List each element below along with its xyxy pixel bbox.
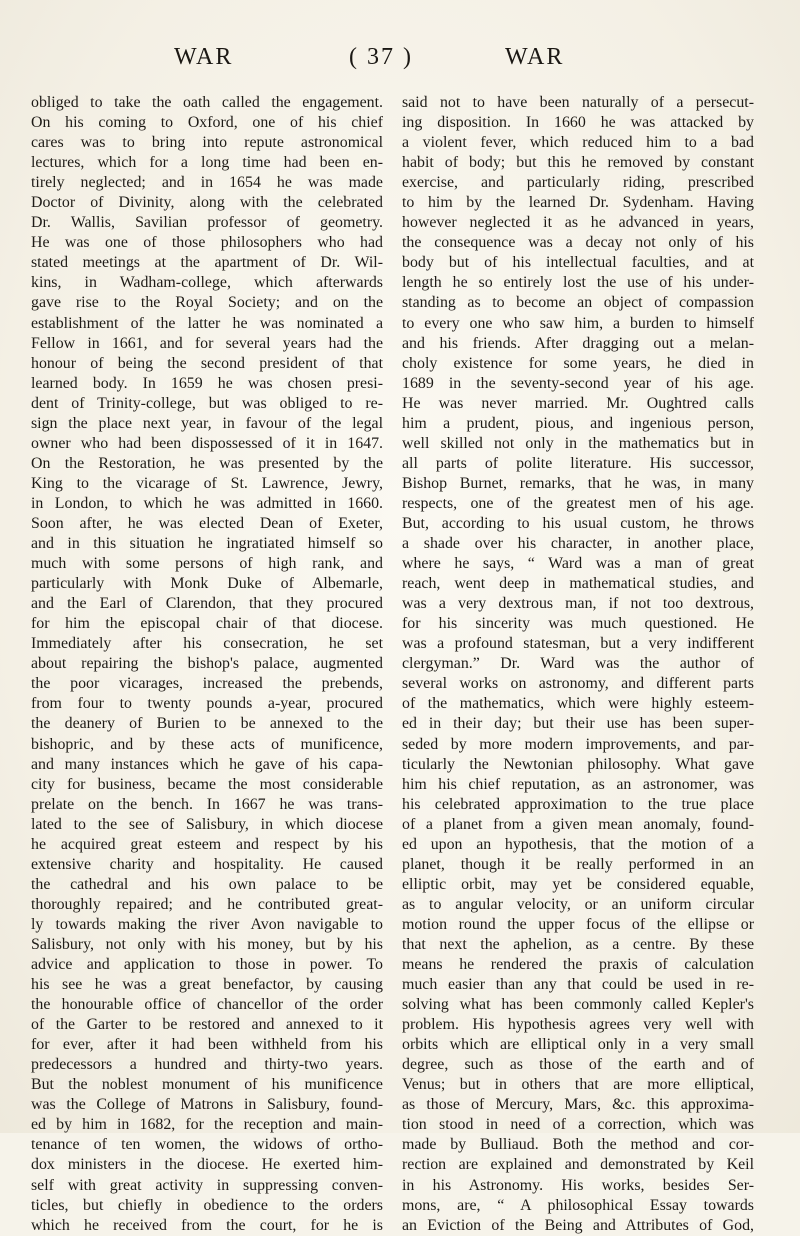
right-column-line: Venus; but in others that are more elliptical, — [402, 1076, 754, 1094]
right-column-line: for his sincerity was much questioned. He — [402, 615, 754, 633]
left-column-line: from four to twenty pounds a-year, procured — [31, 695, 383, 713]
right-column-line: standing as to become an object of compassion — [402, 294, 754, 312]
right-column-line: degree, such as those of the earth and of — [402, 1056, 754, 1074]
right-column-line: solving what has been commonly called Kepler's — [402, 996, 754, 1014]
right-column-line: tion stood in need of a correction, which was — [402, 1116, 754, 1134]
right-column-line: a shade over his character, in another place, — [402, 535, 754, 553]
left-column-line: extensive charity and hospitality. He caused — [31, 855, 383, 873]
right-column-line: clergyman.” Dr. Ward was the author of — [402, 655, 754, 673]
right-column-line: ed upon an hypothesis, that the motion of a — [402, 835, 754, 853]
left-text-column — [31, 93, 383, 1236]
right-column-line: ing disposition. In 1660 he was attacked by — [402, 114, 754, 132]
right-column-line: was a very dextrous man, if not too dextrous, — [402, 595, 754, 613]
running-header — [0, 44, 800, 84]
left-column-line: and many instances which he gave of his capa- — [31, 755, 383, 773]
right-column-line: habit of body; but this he removed by constant — [402, 154, 754, 172]
left-column-line: obliged to take the oath called the engagement. — [31, 94, 383, 111]
right-column-line: as those of Mercury, Mars, &c. this approxima- — [402, 1096, 754, 1114]
right-column-line: motion round the upper focus of the ellipse or — [402, 915, 754, 933]
left-column-line: ed by him in 1682, for the reception and main- — [31, 1116, 383, 1134]
left-column-line: advice and application to those in power. To — [31, 956, 383, 974]
right-column-line: where he says, “ Ward was a man of great — [402, 555, 754, 573]
left-column-line: was the College of Matrons in Salisbury, found- — [31, 1096, 383, 1114]
right-column-line: much easier than any that could be used in re- — [402, 976, 754, 994]
left-column-line: Immediately after his consecration, he set — [31, 635, 383, 653]
right-column-line: the consequence was a decay not only of his — [402, 234, 754, 252]
left-column-line: On his coming to Oxford, one of his chief — [31, 114, 383, 132]
header-right-word: WAR — [505, 44, 565, 70]
left-column-line: for ever, after it had been withheld from his — [31, 1036, 383, 1054]
left-column-line: owner who had been dispossessed of it in 1647. — [31, 434, 383, 452]
left-column-line: honour of being the second president of that — [31, 354, 383, 372]
left-column-line: On the Restoration, he was presented by the — [31, 454, 383, 472]
left-column-line: establishment of the latter he was nominated a — [31, 314, 383, 332]
right-column-line: planet, though it be really performed in an — [402, 855, 754, 873]
right-column-line: But, according to his usual custom, he throws — [402, 514, 754, 532]
left-column-line: thoroughly repaired; and he contributed great- — [31, 895, 383, 913]
right-column-line: body but of his intellectual faculties, and at — [402, 254, 754, 272]
left-column-line: the cathedral and his own palace to be — [31, 875, 383, 893]
left-column-line: sign the place next year, in favour of the legal — [31, 414, 383, 432]
right-column-line: Bishop Burnet, remarks, that he was, in many — [402, 474, 754, 492]
right-column-line: elliptic orbit, may yet be considered equable, — [402, 875, 754, 893]
right-column-line: rection are explained and demonstrated by Keil — [402, 1156, 754, 1174]
right-column-line: in his Astronomy. His works, besides Ser- — [402, 1176, 754, 1194]
left-column-line: his see he was a great benefactor, by causing — [31, 976, 383, 994]
left-column-line: cares was to bring into repute astronomical — [31, 134, 383, 152]
left-column-line: kins, in Wadham-college, which afterwards — [31, 274, 383, 292]
right-column-line: that next the aphelion, as a centre. By these — [402, 935, 754, 953]
left-column-line: Fellow in 1661, and for several years had the — [31, 334, 383, 352]
left-column-line: lated to the see of Salisbury, in which diocese — [31, 815, 383, 833]
left-column-line: city for business, became the most considerable — [31, 775, 383, 793]
right-column-line: however neglected it as he advanced in years, — [402, 214, 754, 232]
right-column-line: length he so entirely lost the use of his under- — [402, 274, 754, 292]
left-column-line: bishopric, and by these acts of munificence, — [31, 735, 383, 753]
right-column-line: orbits which are elliptical only in a very small — [402, 1036, 754, 1054]
left-column-line: predecessors a hundred and thirty-two years. — [31, 1056, 383, 1074]
left-column-line: gave rise to the Royal Society; and on the — [31, 294, 383, 312]
left-column-line: the honourable office of chancellor of the order — [31, 996, 383, 1014]
left-column-line: self with great activity in suppressing conven- — [31, 1176, 383, 1194]
left-column-line: learned body. In 1659 he was chosen presi- — [31, 374, 383, 392]
right-column-line: well skilled not only in the mathematics but in — [402, 434, 754, 452]
right-column-line: all parts of polite literature. His successor, — [402, 454, 754, 472]
left-column-line: Doctor of Divinity, along with the celebrated — [31, 194, 383, 212]
right-column-line: a violent fever, which reduced him to a bad — [402, 134, 754, 152]
left-column-line: ly towards making the river Avon navigable to — [31, 915, 383, 933]
right-column-line: an Eviction of the Being and Attributes of God, — [402, 1216, 754, 1234]
right-column-line: him a prudent, pious, and ingenious person, — [402, 414, 754, 432]
left-column-line: for him the episcopal chair of that diocese. — [31, 615, 383, 633]
right-column-line: ed in their day; but their use has been super- — [402, 715, 754, 733]
right-column-line: made by Bulliaud. Both the method and cor- — [402, 1136, 754, 1154]
right-column-line: seded by more modern improvements, and par- — [402, 735, 754, 753]
left-column-line: about repairing the bishop's palace, augmented — [31, 655, 383, 673]
left-column-line: lectures, which for a long time had been en- — [31, 154, 383, 172]
right-column-line: He was never married. Mr. Oughtred calls — [402, 394, 754, 412]
left-column-line: ticles, but chiefly in obedience to the orders — [31, 1196, 383, 1214]
page-number: ( 37 ) — [349, 44, 413, 70]
left-column-line: stated meetings at the apartment of Dr. Wil- — [31, 254, 383, 272]
right-column-line: of a planet from a given mean anomaly, found- — [402, 815, 754, 833]
header-left-word: WAR — [174, 44, 234, 70]
left-column-line: he acquired great esteem and respect by his — [31, 835, 383, 853]
left-column-line: in London, to which he was admitted in 1660. — [31, 494, 383, 512]
right-column-line: to him by the learned Dr. Sydenham. Having — [402, 194, 754, 212]
right-column-line: said not to have been naturally of a persecut- — [402, 94, 754, 111]
right-text-column — [402, 93, 754, 1236]
left-column-line: the deanery of Burien to be annexed to the — [31, 715, 383, 733]
right-column-line: several works on astronomy, and different parts — [402, 675, 754, 693]
right-column-line: mons, are, “ A philosophical Essay towards — [402, 1196, 754, 1214]
right-column-line: 1689 in the seventy-second year of his age. — [402, 374, 754, 392]
right-column-line: choly existence for some years, he died in — [402, 354, 754, 372]
left-column-line: prelate on the bench. In 1667 he was trans- — [31, 795, 383, 813]
left-column-line: King to the vicarage of St. Lawrence, Jewry, — [31, 474, 383, 492]
right-column-line: exercise, and particularly riding, prescribed — [402, 174, 754, 192]
left-column-line: the poor vicarages, increased the prebends, — [31, 675, 383, 693]
right-column-line: to every one who saw him, a burden to himself — [402, 314, 754, 332]
left-column-line: and the Earl of Clarendon, that they procured — [31, 595, 383, 613]
right-column-line: means he rendered the praxis of calculation — [402, 956, 754, 974]
left-column-line: dent of Trinity-college, but was obliged to re- — [31, 394, 383, 412]
left-column-line: Salisbury, not only with his money, but by his — [31, 935, 383, 953]
right-column-line: was a profound statesman, but a very indifferent — [402, 635, 754, 653]
left-column-line: He was one of those philosophers who had — [31, 234, 383, 252]
left-column-line: and in this situation he ingratiated himself so — [31, 535, 383, 553]
right-column-line: of the mathematics, which were highly esteem- — [402, 695, 754, 713]
right-column-line: him his chief reputation, as an astronomer, was — [402, 775, 754, 793]
right-column-line: as to angular velocity, or an uniform circular — [402, 895, 754, 913]
right-column-line: his celebrated approximation to the true place — [402, 795, 754, 813]
right-column-line: and his friends. After dragging out a melan- — [402, 334, 754, 352]
right-column-line: problem. His hypothesis agrees very well with — [402, 1016, 754, 1034]
right-column-line: respects, one of the greatest men of his age. — [402, 494, 754, 512]
left-column-line: of the Garter to be restored and annexed to it — [31, 1016, 383, 1034]
left-column-line: Dr. Wallis, Savilian professor of geometry. — [31, 214, 383, 232]
left-column-line: which he received from the court, for he is — [31, 1216, 383, 1234]
left-column-line: But the noblest monument of his munificence — [31, 1076, 383, 1094]
left-column-line: tenance of ten women, the widows of ortho- — [31, 1136, 383, 1154]
left-column-line: dox ministers in the diocese. He exerted him- — [31, 1156, 383, 1174]
right-column-line: ticularly the Newtonian philosophy. What gave — [402, 755, 754, 773]
left-column-line: tirely neglected; and in 1654 he was made — [31, 174, 383, 192]
right-column-line: reach, went deep in mathematical studies, and — [402, 575, 754, 593]
left-column-line: particularly with Monk Duke of Albemarle, — [31, 575, 383, 593]
left-column-line: much with some persons of high rank, and — [31, 555, 383, 573]
left-column-line: Soon after, he was elected Dean of Exeter, — [31, 514, 383, 532]
